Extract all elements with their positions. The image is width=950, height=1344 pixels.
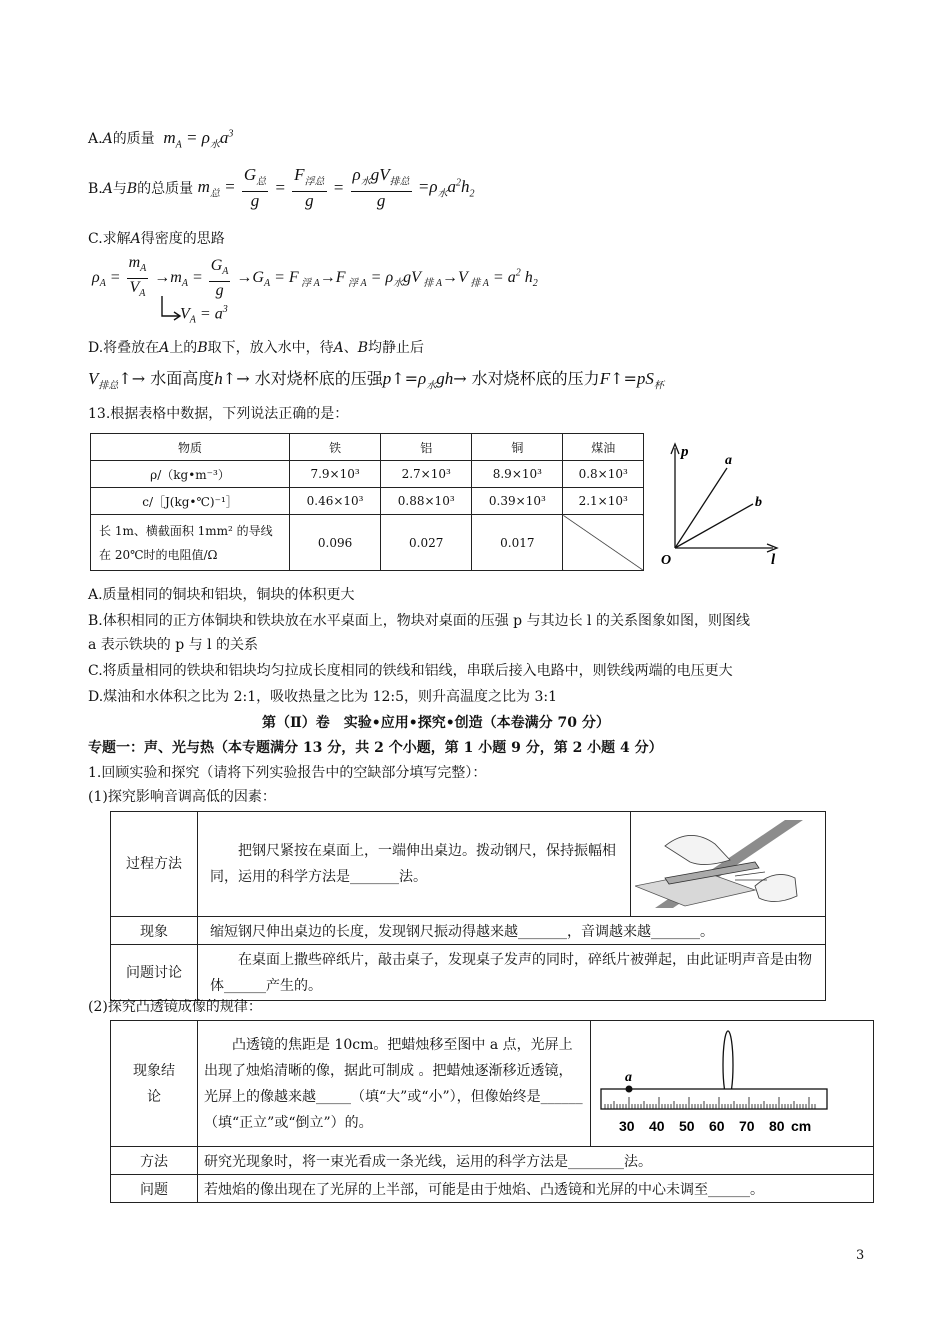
- table-header-cell: 物质: [91, 434, 290, 461]
- process-text: 把钢尺紧按在桌面上，一端伸出桌边。拨动钢尺，保持振幅相同，运用的科学方法是_______法。: [198, 812, 631, 917]
- pitch-report-table: [110, 811, 826, 1001]
- q13-stem: 13.根据表格中数据，下列说法正确的是：: [88, 406, 349, 422]
- page-number: 3: [856, 1248, 865, 1263]
- table-header-row: [91, 434, 644, 461]
- density-path-bracket: [160, 296, 182, 322]
- table-cell: 7.9×10³: [290, 461, 381, 488]
- table-row: [111, 945, 826, 1001]
- table-cell: 2.1×10³: [563, 488, 644, 515]
- row-label-problem: 问题: [111, 1175, 198, 1203]
- graph-line-b: [675, 504, 753, 548]
- table-row: [111, 1147, 874, 1175]
- tick-label: 30: [619, 1117, 635, 1134]
- candle-point-a: [626, 1085, 633, 1092]
- row-label-phenomenon: 现象: [111, 917, 198, 945]
- problem-text: 若烛焰的像出现在了光屏的上半部，可能是由于烛焰、凸透镜和光屏的中心未调至______。: [198, 1175, 874, 1203]
- row-label-process: 过程方法: [111, 812, 198, 917]
- q13-option-a: A.质量相同的铜块和铝块，铜块的体积更大: [88, 587, 355, 603]
- formula-volume-a: $V_A = a^3$: [180, 304, 228, 326]
- tick-label: 40: [649, 1117, 665, 1134]
- row-label-method: 方法: [111, 1147, 198, 1175]
- table-row-label: c/［J(kg•℃)⁻¹］: [91, 488, 290, 515]
- graph-line-a-label: a: [725, 453, 732, 468]
- q12-option-d-chain: $V_{排总}↑\to$ 水面高度h↑→ 水对烧杯底的压强$p↑=\rho_水gh\to$ 水对烧杯底的压力$F↑=pS_杯$: [88, 369, 664, 392]
- table-header-cell: 煤油: [563, 434, 644, 461]
- table-row: [91, 515, 644, 571]
- ruler-photo-cell: [631, 812, 826, 917]
- q13-option-c: C.将质量相同的铁块和铝块均匀拉成长度相同的铁线和铝线，串联后接入电路中，则铁线两端的电压更大: [88, 663, 733, 679]
- table-row: [111, 917, 826, 945]
- sub-question-2: (2)探究凸透镜成像的规律：: [88, 999, 262, 1015]
- tick-label: 60: [709, 1117, 725, 1134]
- table-cell: 0.8×10³: [563, 461, 644, 488]
- method-text: 研究光现象时，将一束光看成一条光线，运用的科学方法是________法。: [198, 1147, 874, 1175]
- question-1-stem: 1.回顾实验和探究（请将下列实验报告中的空缺部分填写完整）：: [88, 765, 487, 781]
- graph-x-label: l: [771, 552, 776, 568]
- table-row: [111, 812, 826, 917]
- table-row: [111, 1175, 874, 1203]
- graph-y-label: p: [681, 444, 689, 460]
- table-row-label: ρ/（kg•m⁻³）: [91, 461, 290, 488]
- topic1-title: 专题一：声、光与热（本专题满分 13 分，共 2 个小题，第 1 小题 9 分，第 2 小题 4 分）: [88, 740, 663, 756]
- q13-option-b-line1: B.体积相同的正方体铜块和铁块放在水平桌面上，物块对桌面的压强 p 与其边长 l 的关系图象如图，则图线: [88, 613, 750, 629]
- table-cell: 0.46×10³: [290, 488, 381, 515]
- table-row: [91, 488, 644, 515]
- table-cell: 2.7×10³: [381, 461, 472, 488]
- q12-option-a: A.A的质量 $m_A = \rho_水a^3$: [88, 128, 234, 151]
- ruler-on-table-illustration: [635, 816, 815, 908]
- optical-bench-illustration: [591, 1027, 859, 1137]
- table-row: [91, 461, 644, 488]
- tick-label: 70: [739, 1117, 755, 1134]
- phenomenon-text: 缩短钢尺伸出桌边的长度，发现钢尺振动得越来越_______，音调越来越_______。: [198, 917, 826, 945]
- table-cell: 0.88×10³: [381, 488, 472, 515]
- formula-mass-a: $m_A = \rho_水a^3$: [159, 128, 234, 151]
- q12-option-b: B.A与B的总质量 $m_总$ = $\frac{G_总}{g}$ = $\frac{F_{浮总}}{g}$ = $\frac{\rho_水gV_{排总}}{g}$ $=\rho_水a^2h_2$: [88, 165, 475, 211]
- tick-label: 50: [679, 1117, 695, 1134]
- part2-title: 第（Ⅱ）卷 实验•应用•探究•创造（本卷满分 70 分）: [262, 715, 610, 731]
- q13-option-d: D.煤油和水体积之比为 2:1，吸收热量之比为 12:5，则升高温度之比为 3:1: [88, 689, 558, 705]
- formula-density-path: $\rho_A$ = $\frac{m_A}{V_A}$ $\to m_A$ = $\frac{G_A}{g}$ $\to G_A = F$ $_{浮 A}$→F $_{浮 A} = \rho_水gV$ $_{排 A}$→V $_{排 A} = a^2$ $h_2$: [92, 254, 538, 300]
- graph-line-a: [675, 468, 727, 548]
- row-label-discussion: 问题讨论: [111, 945, 198, 1001]
- optical-bench-cell: [591, 1021, 874, 1147]
- table-cell: 0.017: [472, 515, 563, 571]
- q13-option-b-line2: a 表示铁块的 p 与 l 的关系: [88, 637, 259, 653]
- table-header-cell: 铜: [472, 434, 563, 461]
- tick-label: 80: [769, 1117, 785, 1134]
- table-cell: 8.9×10³: [472, 461, 563, 488]
- table-cell: 0.027: [381, 515, 472, 571]
- discussion-text: 在桌面上撒些碎纸片，敲击桌子，发现桌子发声的同时，碎纸片被弹起，由此证明声音是由物体______产生的。: [198, 945, 826, 1001]
- conclusion-text: 凸透镜的焦距是 10cm。把蜡烛移至图中 a 点，光屏上出现了烛焰清晰的像，据此可制成 。把蜡烛逐渐移近透镜，光屏上的像越来越_____（填“大”或“小”），但像始终是______（填“正立”或“倒立”）的。: [198, 1021, 591, 1147]
- graph-origin-label: O: [661, 553, 672, 568]
- unit-label: cm: [791, 1117, 812, 1134]
- graph-line-b-label: b: [755, 495, 762, 510]
- table-header-cell: 铝: [381, 434, 472, 461]
- table-header-cell: 铁: [290, 434, 381, 461]
- table-cell: 0.39×10³: [472, 488, 563, 515]
- table-row: [111, 1021, 874, 1147]
- q13-data-table: [90, 433, 644, 571]
- table-cell-empty-diagonal: [563, 515, 644, 571]
- sub-question-1: (1)探究影响音调高低的因素：: [88, 789, 276, 805]
- q12-option-d: D.将叠放在A上的B取下，放入水中，待A、B均静止后: [88, 340, 425, 356]
- table-cell: 0.096: [290, 515, 381, 571]
- table-row-label: 长 1m、横截面积 1mm² 的导线在 20℃时的电阻值/Ω: [91, 515, 290, 571]
- row-label-conclusion: 现象结论: [111, 1021, 198, 1147]
- q12-option-c: C.求解A得密度的思路: [88, 231, 225, 247]
- point-a-label: a: [625, 1069, 632, 1085]
- formula-total-mass: $m_总$ = $\frac{G_总}{g}$ = $\frac{F_{浮总}}{g}$ = $\frac{\rho_水gV_{排总}}{g}$ $=\rho_水a^2h_2$: [197, 165, 475, 211]
- lens-report-table: [110, 1020, 874, 1203]
- p-l-graph: [655, 438, 785, 568]
